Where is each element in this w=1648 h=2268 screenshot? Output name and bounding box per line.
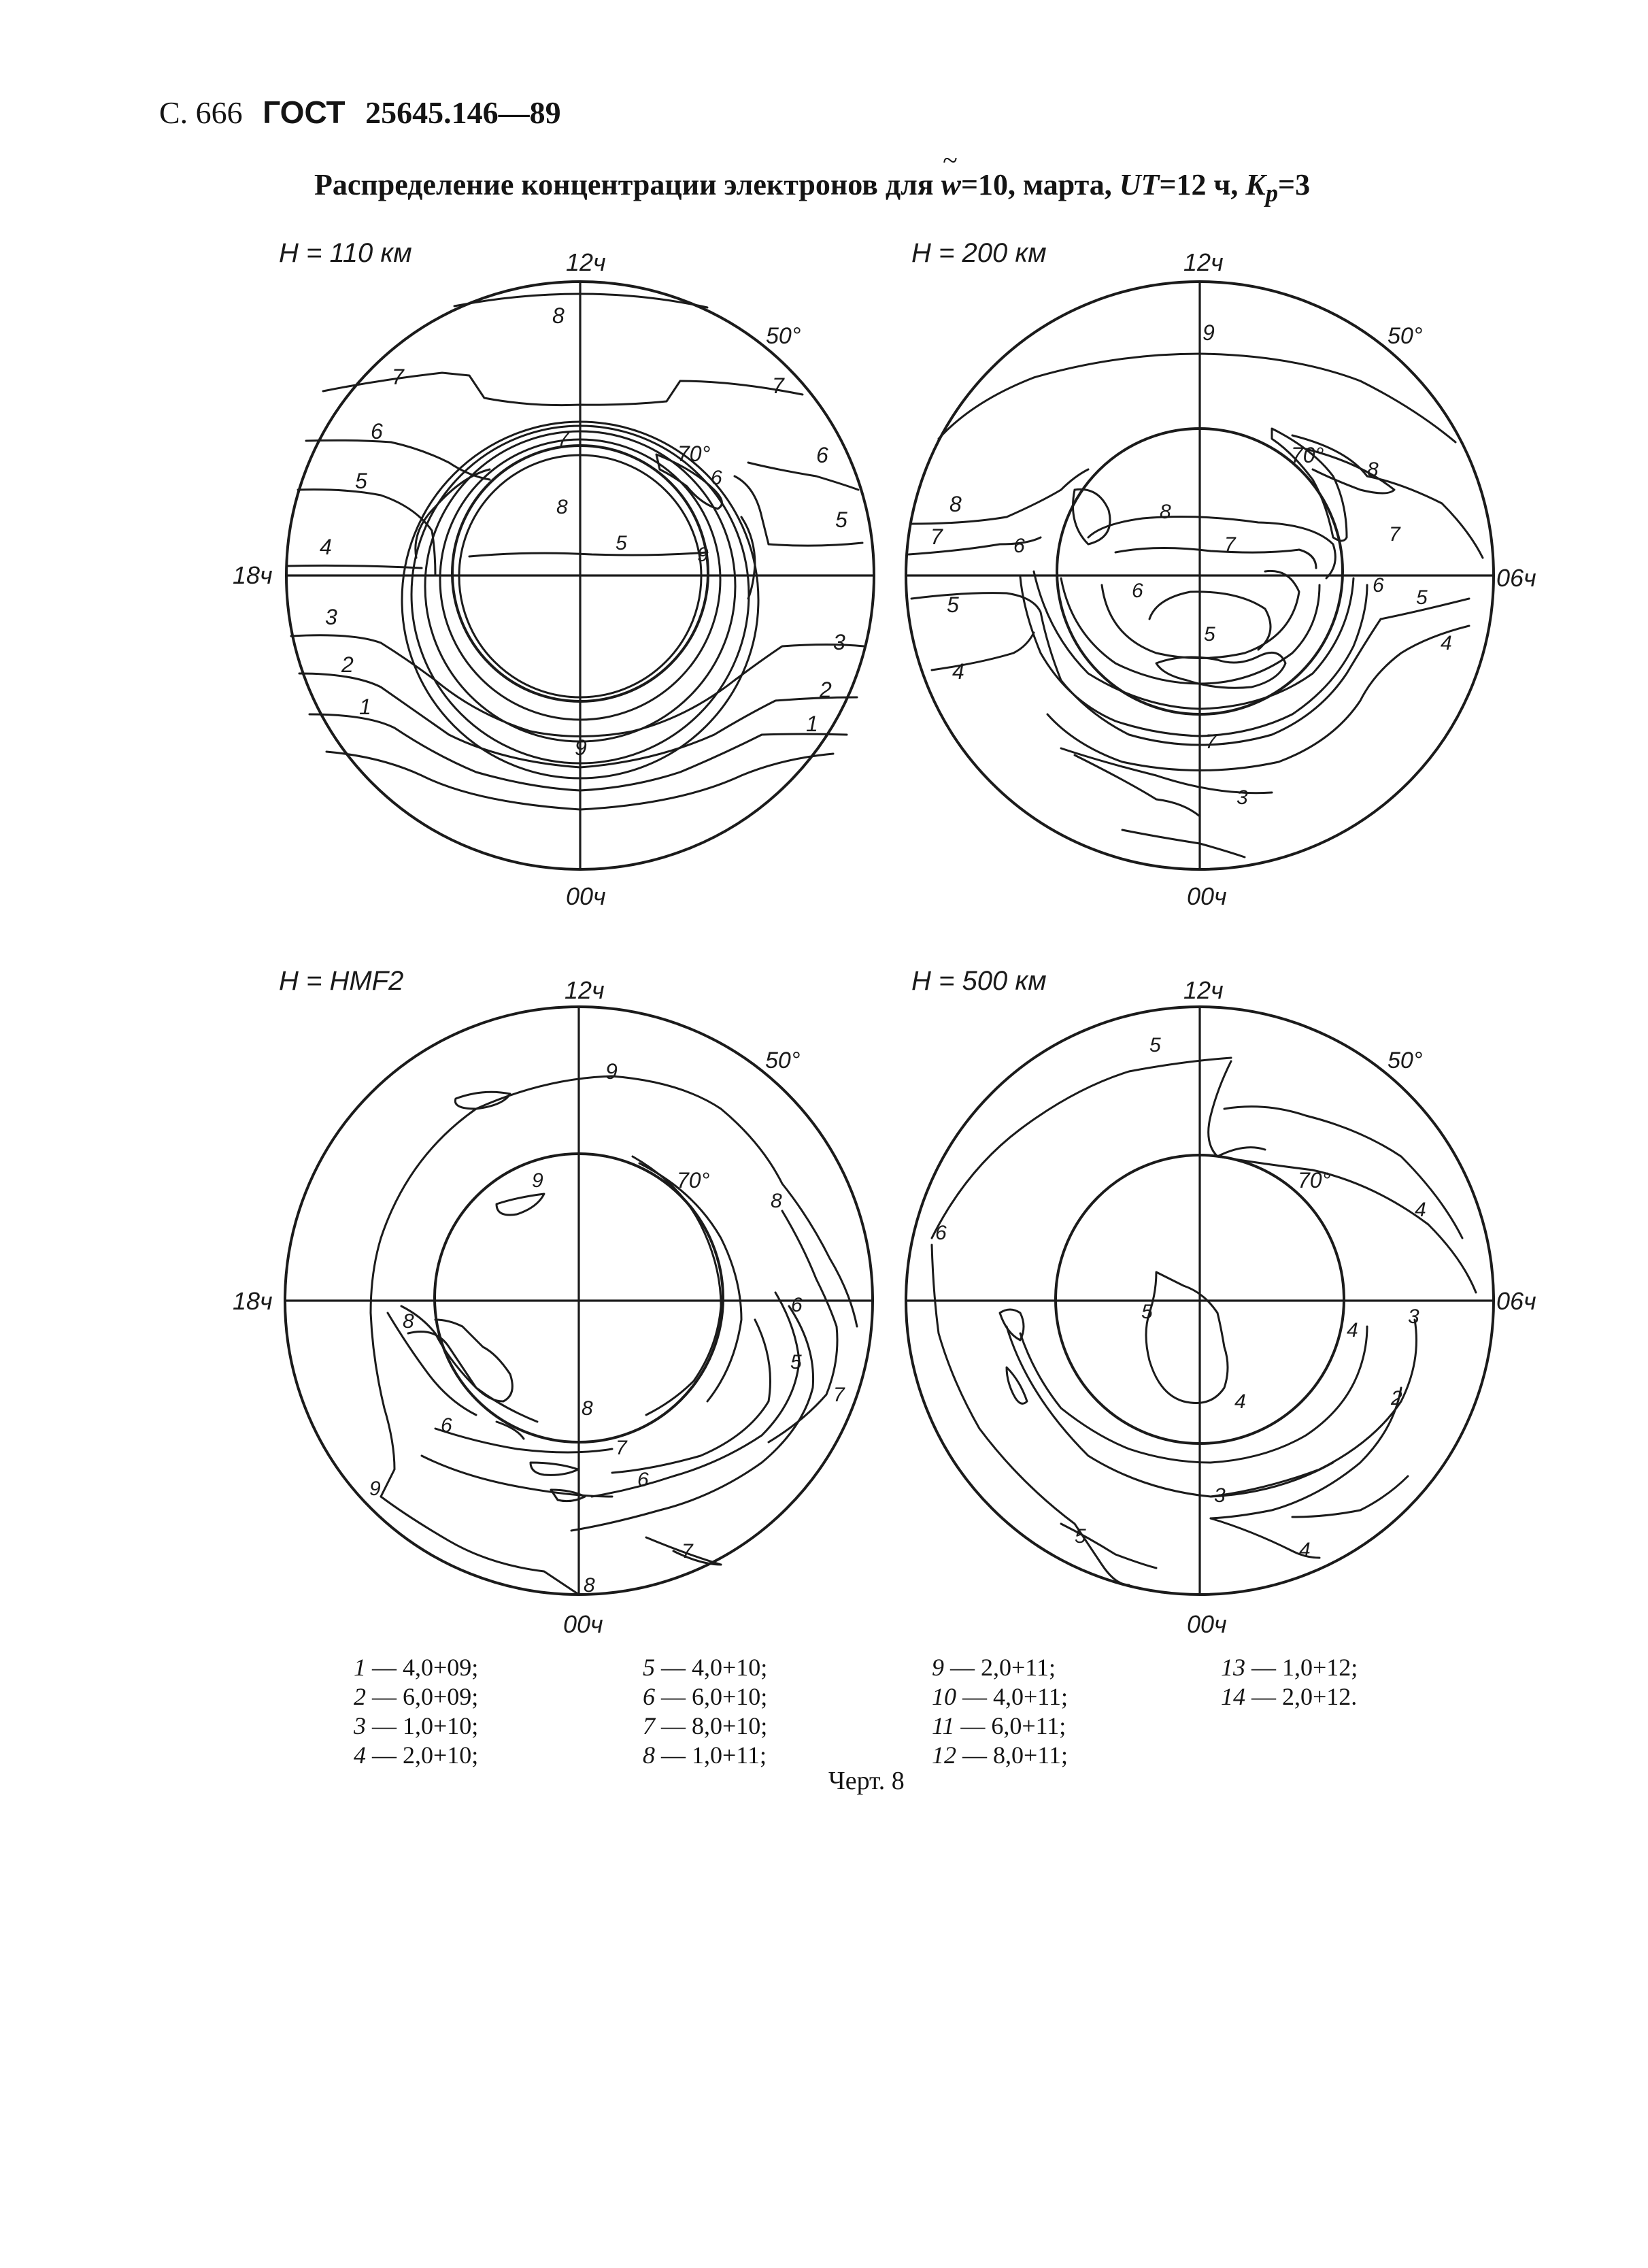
svg-text:8: 8 [1367,458,1379,481]
svg-text:7: 7 [772,373,784,398]
legend-item: 14 — 2,0+12. [1221,1683,1358,1710]
svg-text:7: 7 [682,1540,693,1563]
panel-height-label: H = HMF2 [279,966,404,996]
svg-text:5: 5 [355,469,367,493]
label-06h: 06ч [1496,1287,1536,1315]
title-kp-sub: p [1265,178,1279,207]
svg-text:6: 6 [935,1222,947,1244]
contours [932,1058,1476,1585]
legend-column-3 [932,1653,1068,1770]
legend-item: 7 — 8,0+10; [643,1712,768,1739]
svg-text:7: 7 [1224,533,1236,556]
contour-labels [935,1034,1426,1561]
svg-text:6: 6 [816,443,828,467]
svg-text:8: 8 [552,303,565,328]
svg-text:2: 2 [1391,1387,1402,1410]
svg-text:6: 6 [791,1294,803,1316]
svg-text:2: 2 [341,652,354,677]
panel-hmf2 [233,966,873,1638]
contour-labels [320,303,847,760]
panel-200km [906,238,1536,910]
label-lat-50: 50° [1388,1048,1423,1073]
svg-text:3: 3 [325,605,337,629]
legend-column-2 [643,1653,767,1770]
legend-item: 5 — 4,0+10; [643,1654,768,1681]
svg-text:4: 4 [1299,1539,1311,1561]
svg-text:2: 2 [820,678,832,702]
svg-text:1: 1 [359,695,371,719]
title-rest: =10, марта, [960,168,1112,201]
svg-text:7: 7 [930,524,943,549]
label-lat-50: 50° [765,1048,801,1073]
svg-text:1: 1 [806,712,818,736]
svg-text:7: 7 [833,1384,845,1406]
svg-text:5: 5 [1149,1034,1161,1056]
svg-text:4: 4 [1347,1319,1358,1341]
svg-text:3: 3 [833,630,845,654]
label-lat-70: 70° [1291,443,1324,467]
label-18h: 18ч [233,561,273,589]
legend-item: 4 — 2,0+10; [354,1741,479,1769]
svg-text:6: 6 [1373,574,1384,597]
panel-500km [906,966,1536,1638]
title-kp: K [1245,168,1266,201]
svg-text:9: 9 [532,1169,543,1192]
svg-text:5: 5 [1075,1525,1086,1548]
panel-height-label: H = 200 км [911,238,1047,268]
label-00h: 00ч [1187,1610,1227,1638]
title-prefix: Распределение концентрации электронов для [314,168,934,201]
svg-text:8: 8 [403,1310,414,1333]
legend-item: 6 — 6,0+10; [643,1683,768,1710]
svg-text:9: 9 [575,735,587,760]
title-kp-value: =3 [1278,168,1311,201]
svg-text:5: 5 [1204,623,1215,646]
svg-text:6: 6 [711,467,722,489]
standard-prefix: ГОСТ [263,95,346,130]
legend-column-1 [354,1653,478,1770]
svg-text:5: 5 [1416,586,1428,609]
contours [371,1076,857,1595]
legend-item: 8 — 1,0+11; [643,1741,767,1769]
label-lat-70: 70° [677,1168,710,1193]
label-00h: 00ч [1187,882,1227,910]
svg-text:6: 6 [1013,535,1025,557]
figure-caption: Черт. 8 [828,1767,905,1795]
title-symbol: ~ w [941,167,961,202]
svg-text:6: 6 [637,1469,649,1491]
legend-item: 10 — 4,0+11; [932,1683,1068,1710]
svg-text:7: 7 [1389,523,1400,546]
svg-text:9: 9 [1203,320,1215,345]
svg-text:9: 9 [605,1059,618,1084]
svg-text:6: 6 [441,1414,452,1437]
svg-text:8: 8 [949,492,962,516]
svg-text:3: 3 [1214,1484,1226,1507]
label-12h: 12ч [1183,976,1224,1004]
legend-item: 1 — 4,0+09; [354,1654,479,1681]
svg-text:6: 6 [371,419,383,444]
svg-text:8: 8 [556,496,568,518]
title-ut: UT [1119,168,1160,201]
label-12h: 12ч [566,248,606,276]
panel-height-label: H = 500 км [911,966,1047,996]
svg-text:7: 7 [616,1437,627,1459]
svg-text:9: 9 [697,544,709,566]
label-12h: 12ч [1183,248,1224,276]
svg-text:5: 5 [835,507,847,532]
svg-text:4: 4 [320,535,332,559]
svg-text:8: 8 [771,1190,782,1212]
svg-text:9: 9 [369,1478,381,1500]
svg-text:4: 4 [1415,1199,1426,1221]
legend-item: 2 — 6,0+09; [354,1683,479,1710]
legend-item: 9 — 2,0+11; [932,1654,1056,1681]
label-18h: 18ч [233,1287,273,1315]
svg-text:5: 5 [616,532,627,554]
svg-text:7: 7 [1205,731,1217,753]
svg-text:7: 7 [558,428,569,450]
svg-text:4: 4 [952,659,964,684]
label-06h: 06ч [1496,564,1536,592]
svg-text:8: 8 [1160,501,1171,523]
title-ut-value: =12 ч, [1159,168,1239,201]
legend-item: 3 — 1,0+10; [354,1712,479,1739]
svg-text:4: 4 [1234,1390,1246,1413]
svg-text:5: 5 [947,593,959,617]
legend-item: 12 — 8,0+11; [932,1741,1068,1769]
svg-text:5: 5 [1141,1301,1153,1323]
svg-text:5: 5 [790,1351,802,1373]
label-00h: 00ч [566,882,606,910]
panel-110km [233,238,874,910]
label-12h: 12ч [565,976,605,1004]
svg-text:7: 7 [392,365,404,389]
svg-text:8: 8 [584,1574,595,1597]
svg-text:6: 6 [1132,580,1143,602]
label-lat-70: 70° [1298,1168,1331,1193]
legend-column-4 [1221,1653,1358,1712]
label-lat-50: 50° [766,323,801,349]
svg-text:4: 4 [1441,632,1452,654]
legend-item: 11 — 6,0+11; [932,1712,1066,1739]
svg-text:3: 3 [1237,786,1248,809]
svg-text:8: 8 [582,1397,593,1420]
label-lat-50: 50° [1388,323,1423,349]
standard-number: 25645.146—89 [365,95,561,130]
label-lat-70: 70° [677,441,711,466]
contours [287,294,864,810]
svg-text:3: 3 [1408,1305,1419,1328]
page-number: С. 666 [159,95,243,130]
label-00h: 00ч [563,1610,603,1638]
panel-height-label: H = 110 км [279,238,412,268]
legend-item: 13 — 1,0+12; [1221,1654,1358,1681]
